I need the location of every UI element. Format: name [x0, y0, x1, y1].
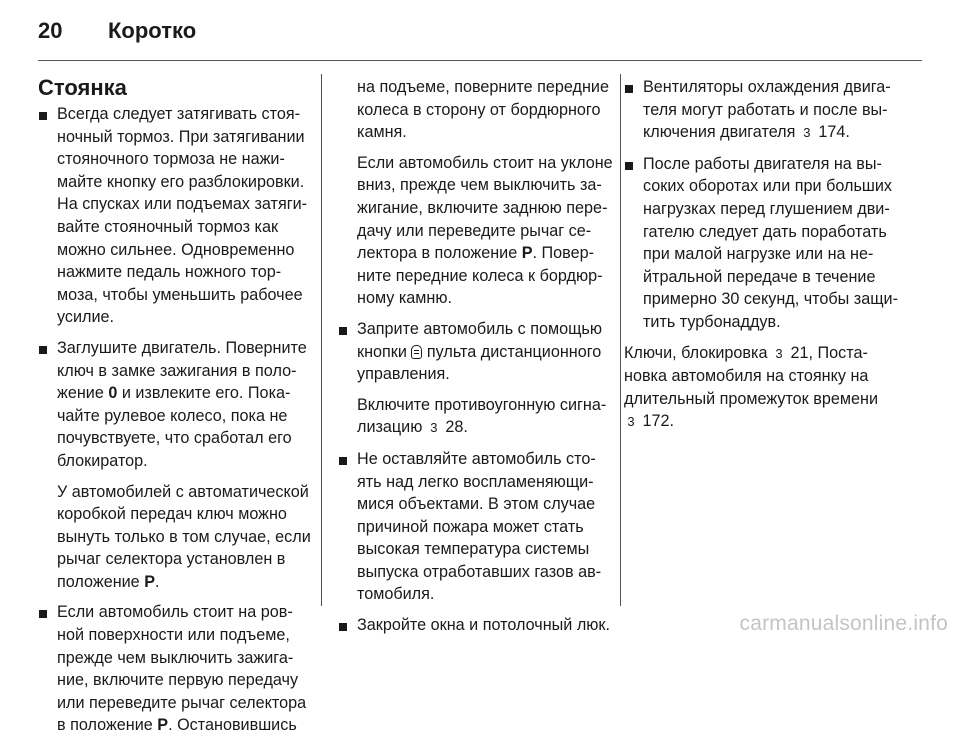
bullet-icon — [339, 457, 347, 465]
text-line: дачу или переведите рычаг се- — [357, 221, 592, 240]
text-line: кнопки пульта дистанционного — [357, 342, 602, 361]
list-item — [338, 318, 610, 386]
text-line: длительный промежуток времени — [624, 389, 878, 408]
sub-paragraph — [338, 152, 613, 310]
text-line: прежде чем выключить зажига- — [57, 648, 294, 667]
text-line: ночный тормоз. При затягивании — [57, 127, 305, 146]
text-line: ному камню. — [357, 289, 452, 308]
text-line: томобиля. — [357, 585, 435, 604]
text-line: высокая температура системы — [357, 540, 590, 559]
text-line — [624, 410, 924, 434]
section-title: Коротко — [108, 18, 197, 43]
watermark: carmanualsonline.info — [739, 612, 948, 635]
list-item — [38, 601, 310, 737]
text-line: камня. — [357, 123, 407, 142]
bullet-icon — [625, 162, 633, 170]
text-line: Всегда следует затягивать стоя- — [57, 105, 301, 123]
list-item — [338, 614, 610, 637]
selector-position-p: P — [157, 716, 169, 735]
column-3 — [624, 76, 924, 442]
sub-paragraph — [38, 481, 310, 594]
text-line: вынуть только в том случае, если — [57, 527, 311, 546]
text-line: йтральной передаче в течение — [643, 267, 876, 286]
text-line: У автомобилей с автоматической — [57, 482, 309, 501]
text-line: рычаг селектора установлен в — [57, 550, 286, 569]
text-line: можно сильнее. Одновременно — [57, 240, 295, 259]
header-rule — [38, 60, 922, 61]
text-line: ной поверхности или подъеме, — [57, 626, 290, 645]
text-line: жение 0 и извлеките его. Пока- — [57, 384, 291, 403]
text-line: мися объектами. В этом случае — [357, 495, 596, 514]
text-line: нажмите педаль ножного тор- — [57, 263, 282, 282]
bullet-icon — [39, 346, 47, 354]
text-line: майте кнопку его разблокировки. — [57, 172, 305, 191]
text-line: новка автомобиля на стоянку на — [624, 367, 869, 386]
bullet-icon — [339, 327, 347, 335]
text-line: ните передние колеса к бордюр- — [357, 266, 603, 285]
list-item — [624, 153, 924, 334]
text-line: колеса в сторону от бордюрного — [357, 100, 601, 119]
bullet-icon — [39, 610, 47, 618]
text-line: гателю следует дать поработать — [643, 222, 887, 241]
page-reference[interactable]: 174. — [818, 123, 850, 142]
page-reference-arrow-icon: 3 — [430, 420, 438, 436]
text-line: После работы двигателя на вы- — [643, 154, 882, 173]
text-line: лектора в положение P. Повер- — [357, 244, 594, 263]
page-reference-arrow-icon: 3 — [627, 414, 635, 430]
cross-reference-paragraph — [624, 342, 924, 434]
column-1 — [38, 74, 310, 745]
text-line: ключ в замке зажигания в поло- — [57, 361, 297, 380]
text-line: стояночного тормоза не нажи- — [57, 150, 285, 169]
text-line: теля могут работать и после вы- — [643, 100, 888, 119]
page-reference[interactable]: 21, Поста- — [790, 343, 868, 362]
page-number: 20 — [38, 18, 63, 43]
text-line: ключения двигателя 3 174. — [643, 121, 924, 145]
text-line: соких оборотах или при больших — [643, 177, 893, 196]
text-line: усилие. — [57, 308, 115, 327]
text-line: чайте рулевое колесо, пока не — [57, 406, 288, 425]
text-line: положение P. — [57, 572, 160, 591]
text-line: вниз, прежде чем выключить за- — [357, 176, 602, 195]
text-line: ять над легко воспламеняющи- — [357, 472, 594, 491]
column-2 — [338, 76, 613, 645]
list-item — [338, 448, 610, 606]
page-reference-arrow-icon: 3 — [775, 345, 783, 361]
text-line: моза, чтобы уменьшить рабочее — [57, 285, 303, 304]
list-item — [38, 337, 310, 473]
text-line: Ключи, блокировка 3 21, Поста- — [624, 342, 924, 366]
text-line: жигание, включите заднюю пере- — [357, 198, 608, 217]
text-line: ние, включите первую передачу — [57, 671, 299, 690]
text-line: управления. — [357, 365, 450, 384]
text-line: почувствуете, что сработал его — [57, 429, 292, 448]
text-line: На спусках или подъемах затяги- — [57, 195, 308, 214]
text-line: Если автомобиль стоит на ров- — [57, 603, 293, 622]
text-line: Вентиляторы охлаждения двига- — [643, 78, 891, 96]
page-reference[interactable]: 28. — [445, 418, 468, 437]
remote-lock-button-icon — [411, 345, 422, 359]
text-line: Заприте автомобиль с помощью — [357, 319, 603, 338]
heading-parking: Стоянка — [38, 75, 127, 100]
text-line: тить турбонаддув. — [643, 312, 781, 331]
text-line: Если автомобиль стоит на уклоне — [357, 153, 613, 172]
ignition-position-0: 0 — [108, 384, 118, 403]
text-line: или переведите рычаг селектора — [57, 693, 307, 712]
selector-position-p: P — [144, 572, 155, 591]
list-item — [38, 103, 310, 329]
page-reference[interactable]: 172. — [642, 412, 675, 431]
text-line: Не оставляйте автомобиль сто- — [357, 449, 596, 468]
column-divider-2 — [620, 74, 621, 606]
bullet-icon — [339, 623, 347, 631]
text-line: выпуска отработавших газов ав- — [357, 562, 602, 581]
column-divider-1 — [321, 74, 322, 606]
text-line: вайте стояночный тормоз как — [57, 217, 279, 236]
text-line: примерно 30 секунд, чтобы защи- — [643, 290, 898, 309]
text-line: Заглушите двигатель. Поверните — [57, 338, 307, 357]
text-line: блокиратор. — [57, 451, 148, 470]
text-line: в положение P. Остановившись — [57, 716, 297, 735]
bullet-icon — [39, 112, 47, 120]
continued-paragraph — [338, 76, 610, 144]
bullet-icon — [625, 85, 633, 93]
text-line: лизацию 3 28. — [357, 416, 610, 440]
page-reference-arrow-icon: 3 — [803, 125, 811, 141]
text-line: Включите противоугонную сигна- — [357, 395, 607, 414]
text-line: Закройте окна и потолочный люк. — [357, 616, 610, 635]
sub-paragraph — [338, 394, 610, 440]
text-line: при малой нагрузке или на не- — [643, 245, 874, 264]
text-line: коробкой передач ключ можно — [57, 505, 287, 524]
text-line: причиной пожара может стать — [357, 517, 584, 536]
text-line: нагрузках перед глушением дви- — [643, 199, 890, 218]
selector-position-p: P — [521, 244, 533, 263]
list-item — [624, 76, 924, 145]
text-line: на подъеме, поверните передние — [357, 78, 609, 96]
